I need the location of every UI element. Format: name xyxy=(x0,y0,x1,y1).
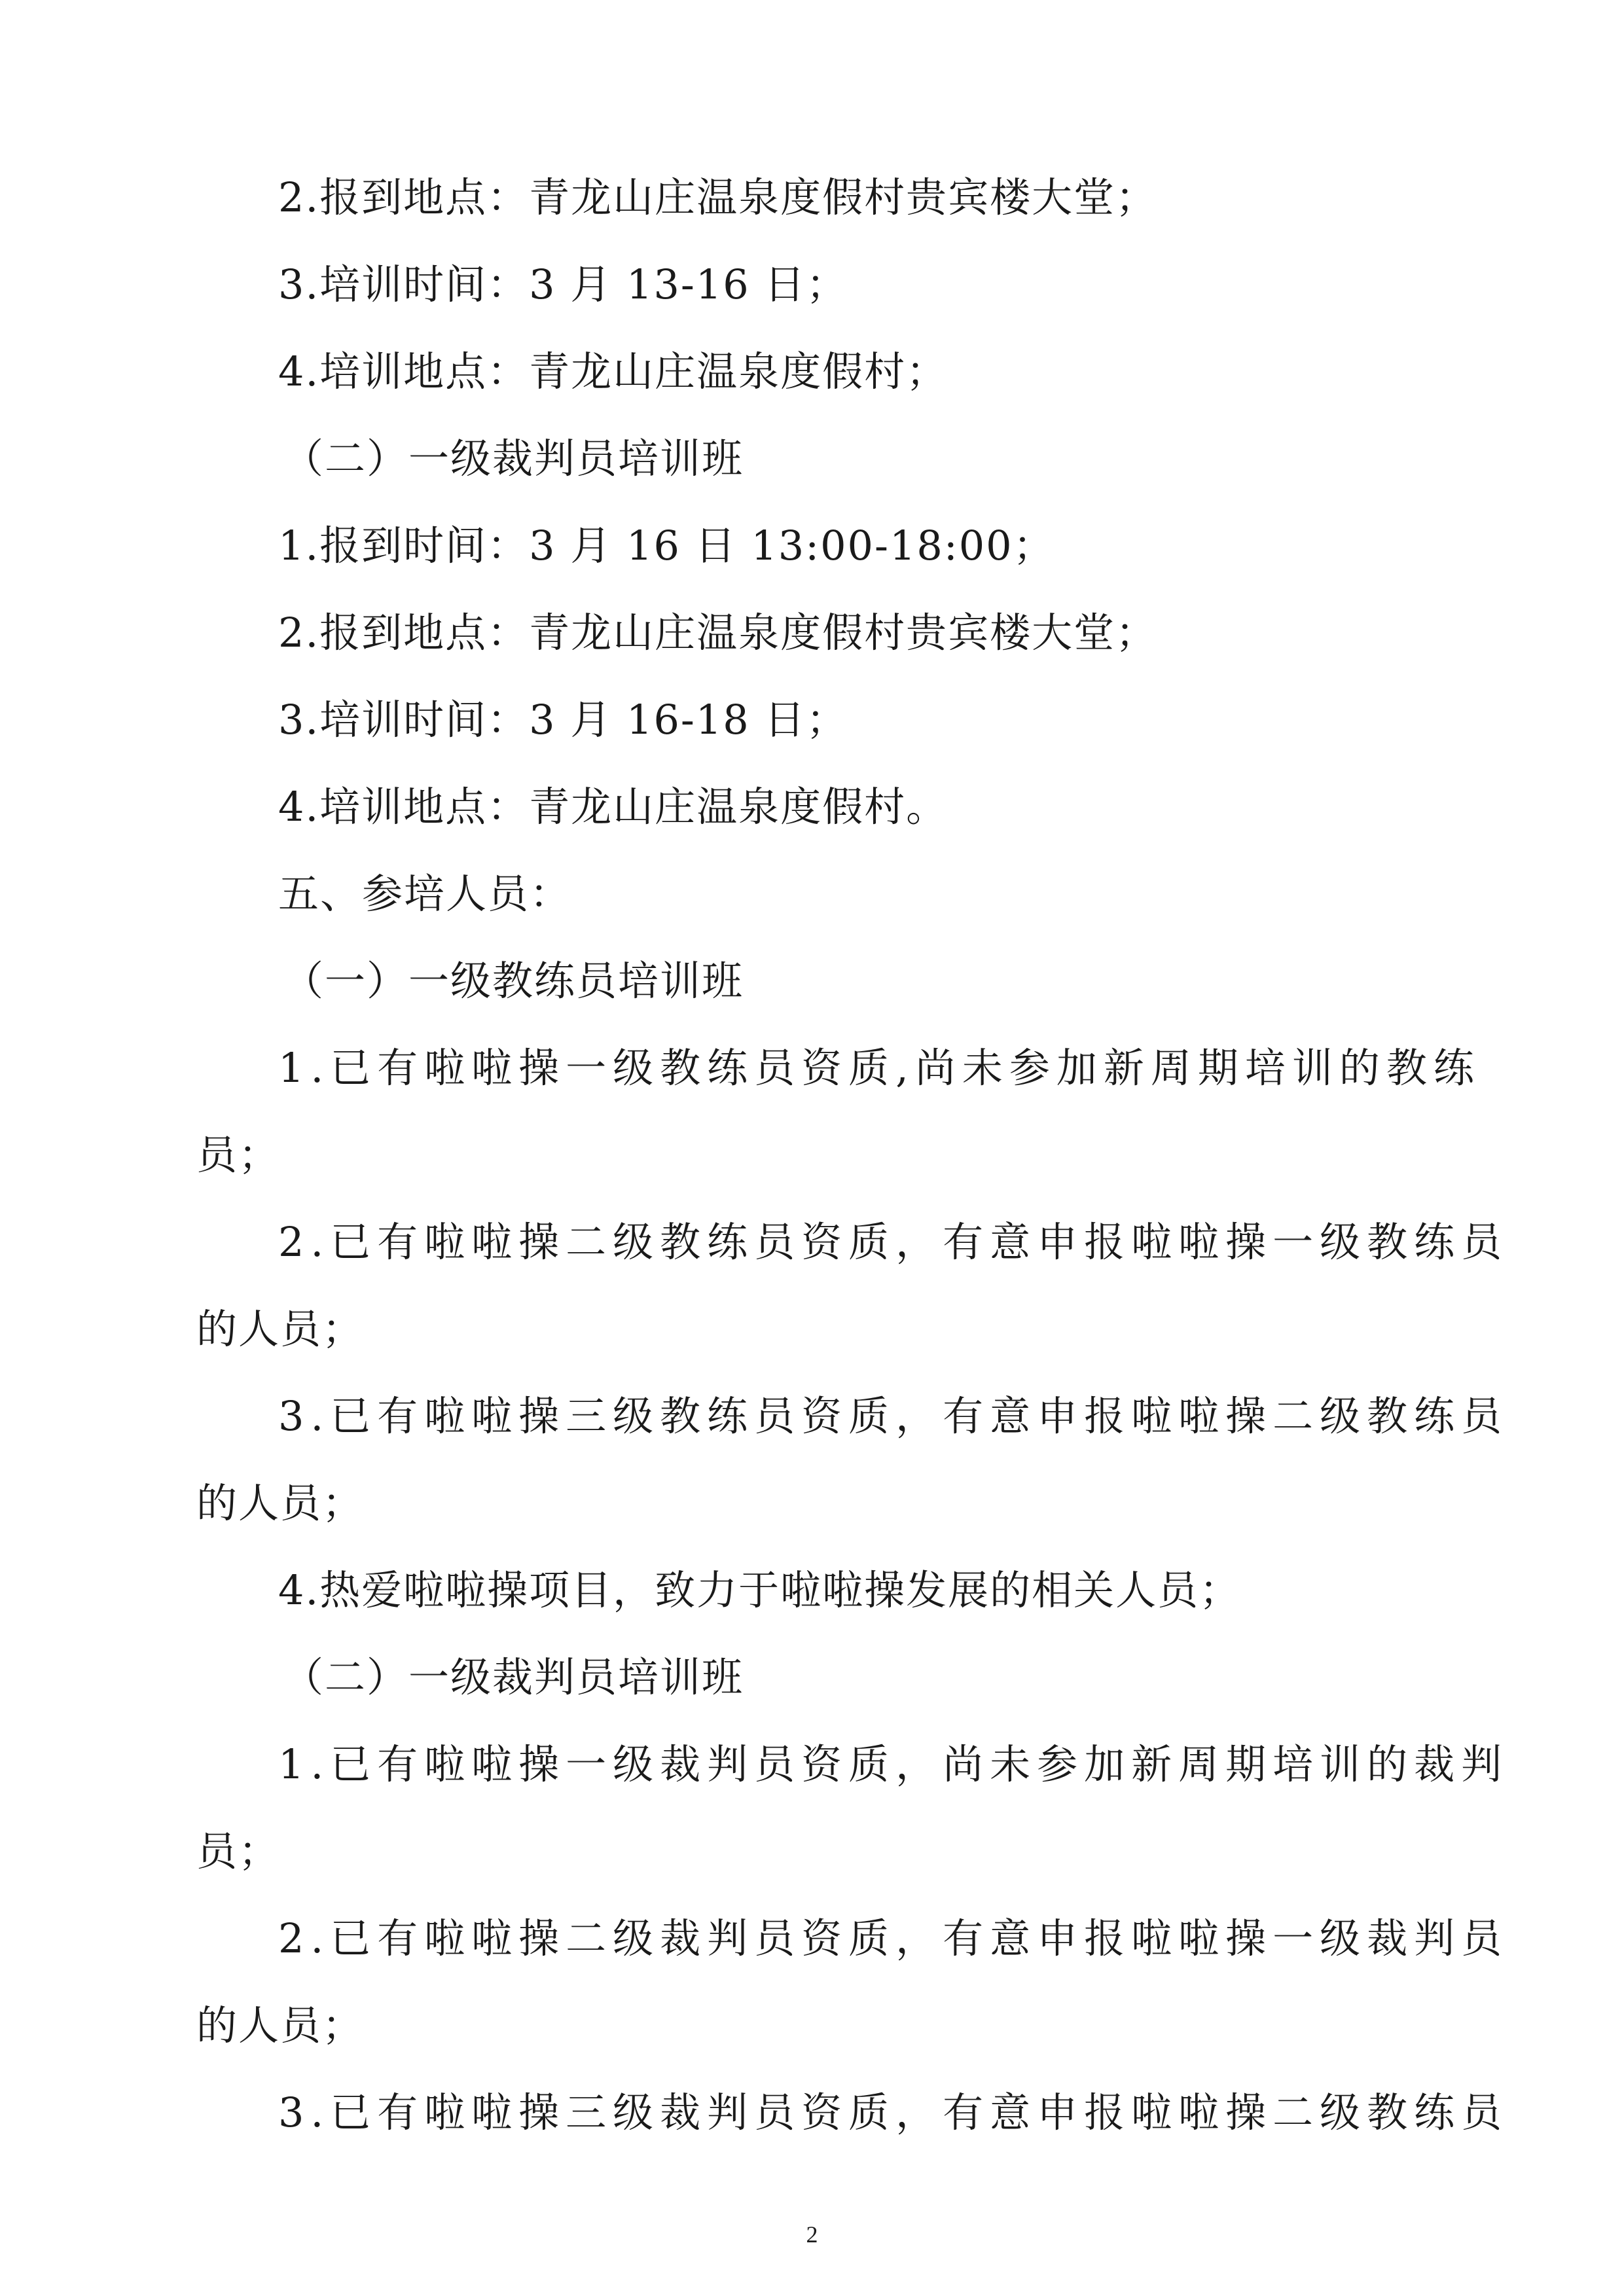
section-heading-coach-training: （一）一级教练员培训班 xyxy=(283,957,744,1005)
text-line-11: 1.已有啦啦操一级教练员资质,尚未参加新周期培训的教练 xyxy=(278,1044,1481,1092)
text-line-13: 2.已有啦啦操二级教练员资质，有意申报啦啦操一级教练员 xyxy=(278,1218,1509,1266)
text-line-15: 3.已有啦啦操三级教练员资质，有意申报啦啦操二级教练员 xyxy=(278,1392,1509,1440)
text-line-23: 3.已有啦啦操三级裁判员资质，有意申报啦啦操二级教练员 xyxy=(278,2089,1509,2136)
text-line-12: 员； xyxy=(196,1131,281,1179)
text-line-2: 3.培训时间：3 月 13-16 日； xyxy=(278,260,848,308)
text-line-21: 2.已有啦啦操二级裁判员资质，有意申报啦啦操一级裁判员 xyxy=(278,1914,1509,1962)
text-line-14: 的人员； xyxy=(196,1305,365,1353)
text-line-17: 4.热爱啦啦操项目，致力于啦啦操发展的相关人员； xyxy=(278,1566,1242,1614)
text-line-5: 1.报到时间：3 月 16 日 13:00-18:00； xyxy=(278,522,1055,569)
text-line-22: 的人员； xyxy=(196,2001,365,2049)
text-line-20: 员； xyxy=(196,1827,281,1875)
text-line-19: 1.已有啦啦操一级裁判员资质，尚未参加新周期培训的裁判 xyxy=(278,1740,1509,1788)
text-line-8: 4.培训地点：青龙山庄温泉度假村。 xyxy=(278,783,948,831)
section-heading-participants: 五、参培人员： xyxy=(278,870,572,918)
page-number: 2 xyxy=(806,2221,818,2248)
section-heading-referee-training-2: （二）一级裁判员培训班 xyxy=(283,1653,744,1701)
text-line-16: 的人员； xyxy=(196,1479,365,1527)
text-line-7: 3.培训时间：3 月 16-18 日； xyxy=(278,696,848,744)
text-line-3: 4.培训地点：青龙山庄温泉度假村； xyxy=(278,348,948,395)
text-line-6: 2.报到地点：青龙山庄温泉度假村贵宾楼大堂； xyxy=(278,609,1158,656)
text-line-1: 2.报到地点：青龙山庄温泉度假村贵宾楼大堂； xyxy=(278,173,1158,221)
section-heading-referee-training: （二）一级裁判员培训班 xyxy=(283,435,744,482)
